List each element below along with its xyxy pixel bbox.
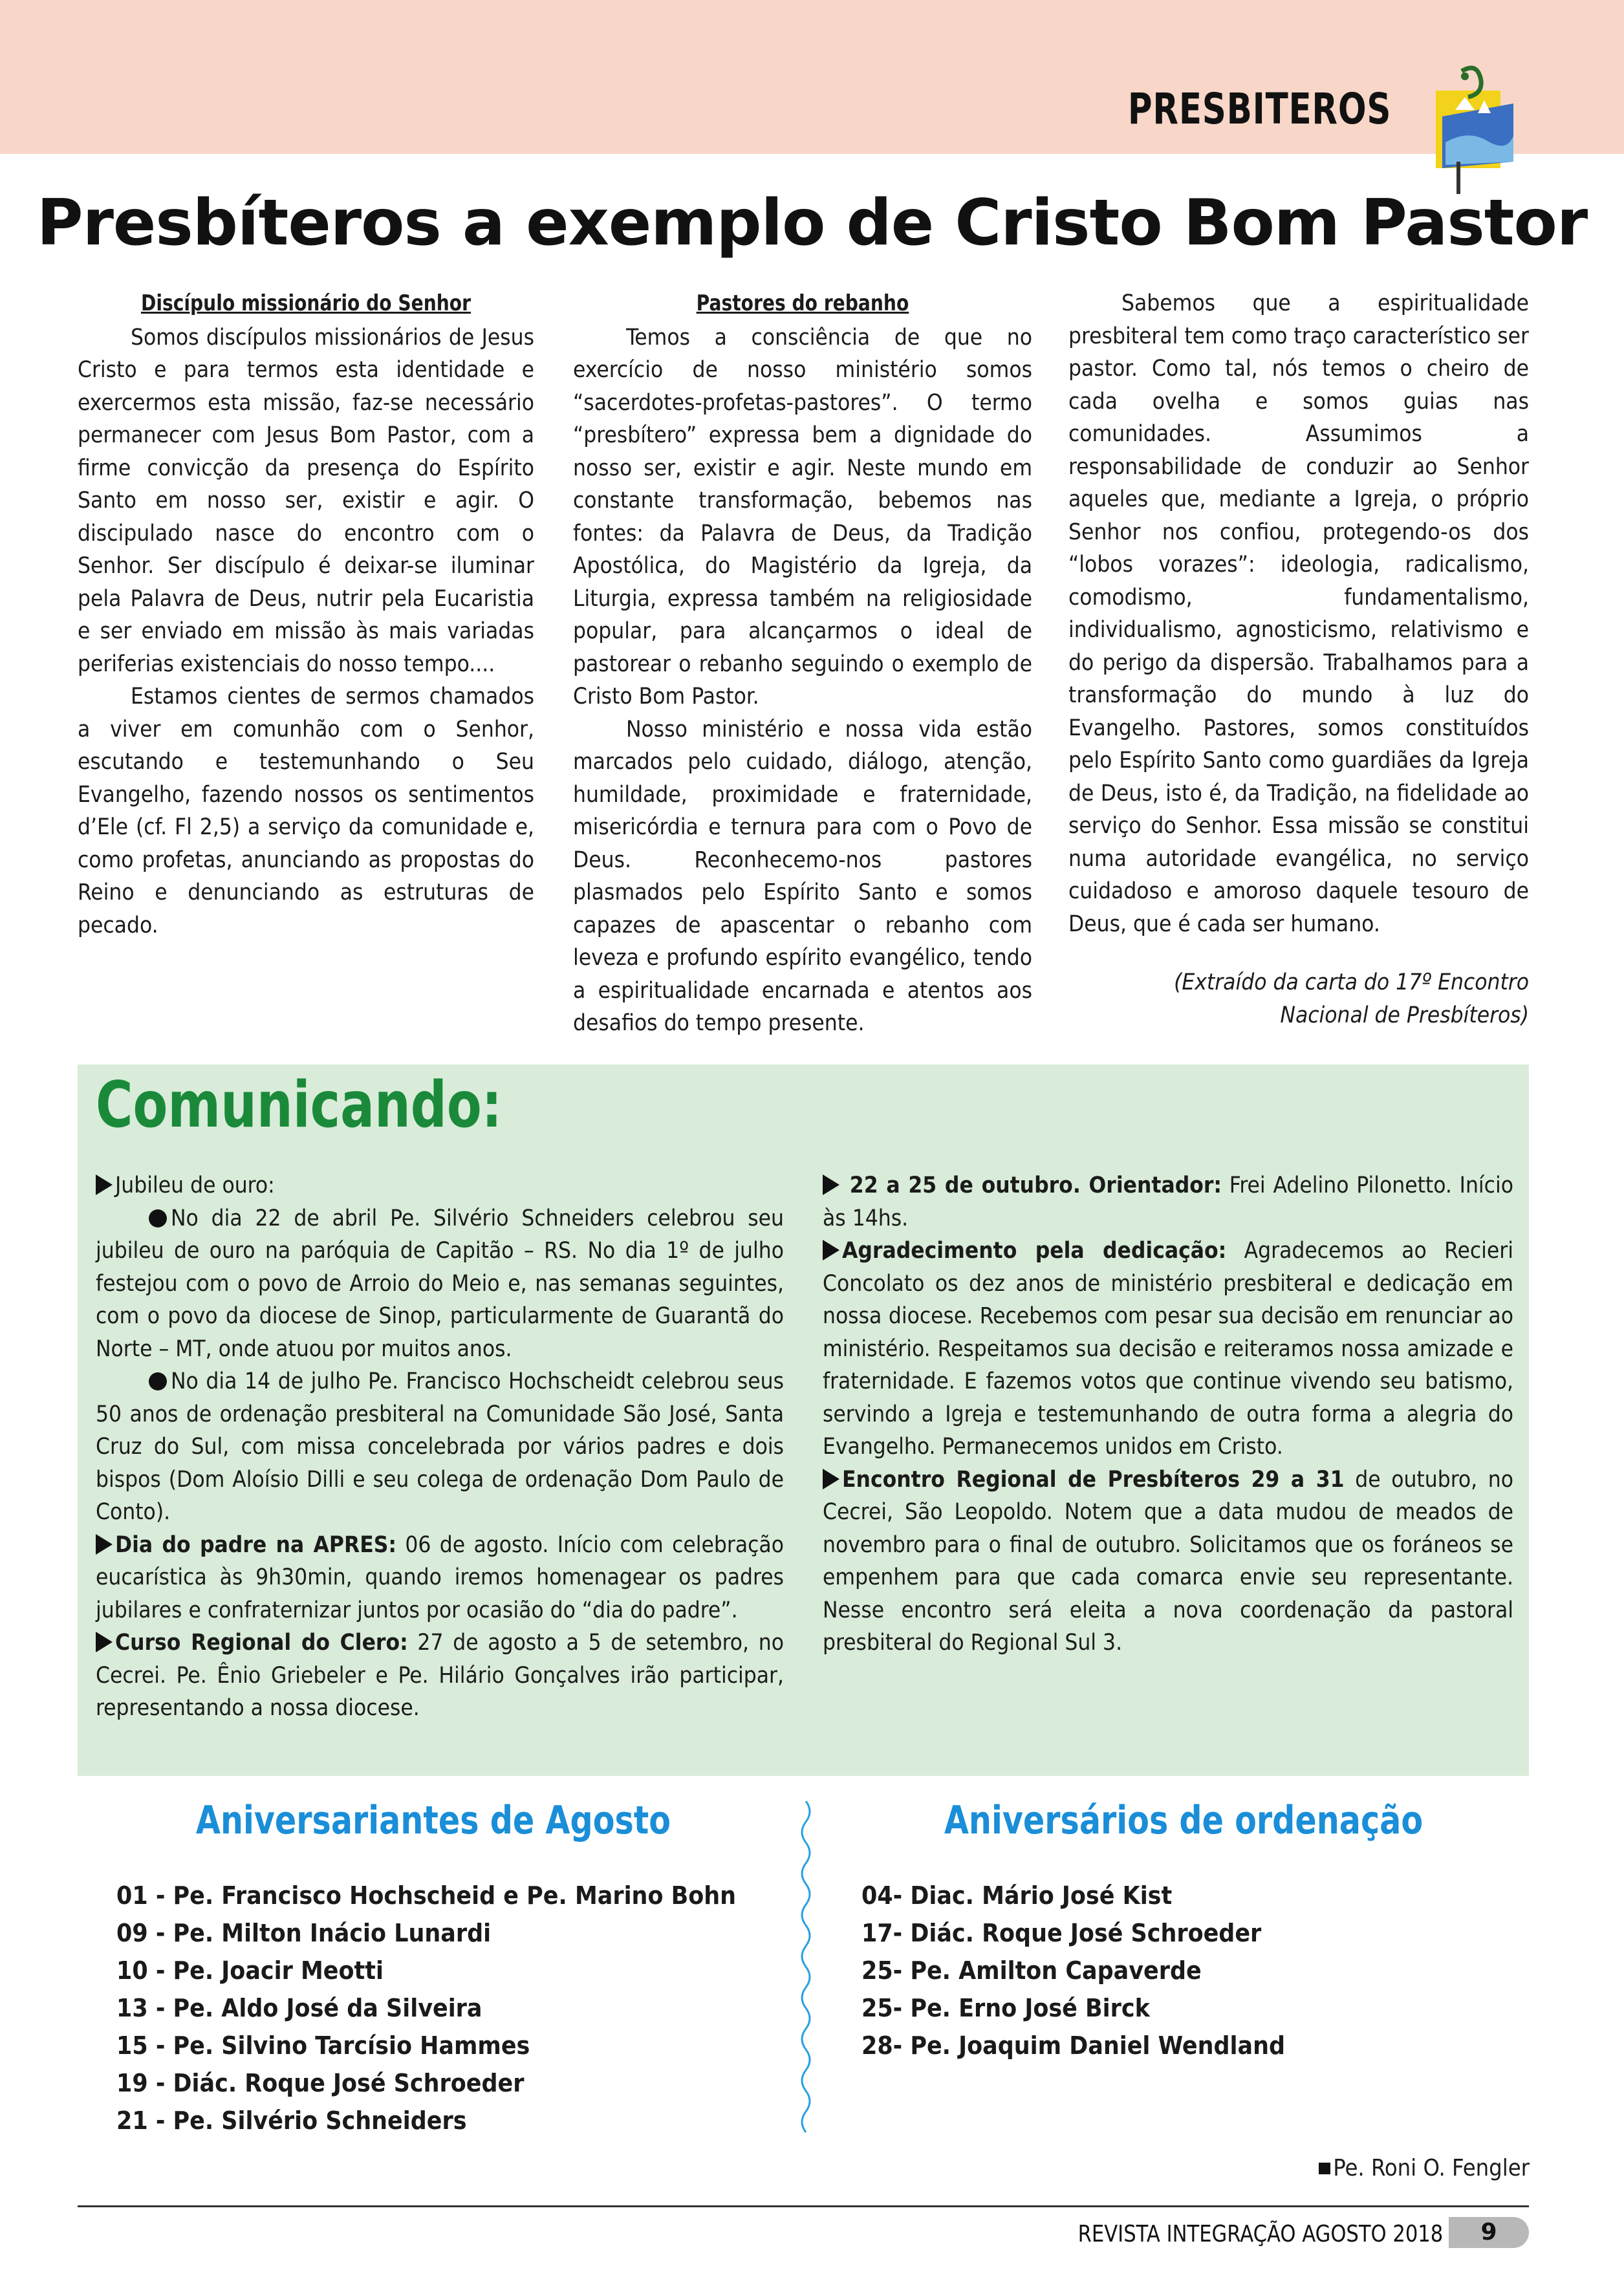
dia-padre-item [96, 1529, 784, 1627]
curso-label: Curso Regional do Clero: [115, 1630, 408, 1656]
credit-line: (Extraído da carta do 17º Encontro [1174, 969, 1529, 995]
article-column-2 [573, 287, 1032, 1040]
list-item: 13 - Pe. Aldo José da Silveira [116, 1994, 482, 2022]
list-item: 21 - Pe. Silvério Schneiders [116, 2106, 467, 2135]
list-item: 10 - Pe. Joacir Meotti [116, 1956, 384, 1985]
jubileu-label: Jubileu de ouro: [115, 1173, 275, 1198]
credit-line: Nacional de Presbíteros) [1280, 1002, 1529, 1028]
wavy-divider-icon [793, 1801, 819, 2137]
subtitle-pastores: Pastores do rebanho [696, 290, 909, 316]
list-item: 25- Pe. Amilton Capaverde [861, 1956, 1202, 1985]
list-item: 09 - Pe. Milton Inácio Lunardi [116, 1919, 492, 1947]
list-item: 04- Diac. Mário José Kist [861, 1881, 1173, 1910]
jubileu-text: No dia 22 de abril Pe. Silvério Schneiders celebrou seu jubileu de ouro na paróquia de Capitão – RS. No dia 1º de julho festejou com o povo de Arroio do Meio e, nas semanas seguintes, com o povo da diocese de Sinop, particularmente de Guarantã do Norte – MT, onde atuou por muitos anos. [96, 1205, 784, 1362]
subtitle-discipulo: Discípulo missionário do Senhor [140, 290, 471, 316]
comunicando-column-2 [823, 1169, 1513, 1660]
triangle-bullet-icon [823, 1240, 839, 1260]
triangle-bullet-icon [96, 1174, 113, 1195]
article-title: Presbíteros a exemplo de Cristo Bom Pastor [36, 186, 1588, 260]
comunicando-title: Comunicando: [96, 1068, 503, 1142]
agradecimento-label: Agradecimento pela dedicação: [842, 1238, 1227, 1264]
comunicando-column-1 [96, 1169, 784, 1725]
ordenacao-list [861, 1877, 1322, 2064]
footer-publication: REVISTA INTEGRAÇÃO AGOSTO 2018 [1077, 2221, 1443, 2247]
list-item: 25- Pe. Erno José Birck [861, 1994, 1150, 2022]
triangle-bullet-icon [96, 1534, 113, 1555]
triangle-bullet-icon [823, 1469, 839, 1489]
retiro-item [823, 1169, 1513, 1235]
footer-rule [78, 2205, 1529, 2207]
list-item: 15 - Pe. Silvino Tarcísio Hammes [116, 2031, 530, 2060]
jubileu-item [96, 1202, 784, 1366]
jubileu-item [96, 1365, 784, 1529]
list-item: 01 - Pe. Francisco Hochscheid e Pe. Marino Bohn [116, 1881, 737, 1910]
jubileu-heading [96, 1169, 784, 1202]
paragraph: Somos discípulos missionários de Jesus Cristo e para termos esta identidade e exercermos esta missão, faz-se necessário permanecer com Jesus Bom Pastor, com a firme convicção da presença do Espírito Santo em nosso ser, existir e agir. O discipulado nasce do encontro com o Senhor. Ser discípulo é deixar-se iluminar pela Palavra de Deus, nutrir pela Eucaristia e ser enviado em missão às mais variadas periferias existenciais do nosso tempo.... [78, 324, 534, 677]
encontro-item [823, 1464, 1513, 1660]
square-bullet-icon [1319, 2163, 1330, 2174]
encontro-text: de outubro, no Cecrei, São Leopoldo. Notem que a data mudou de meados de novembro para o final de outubro. Solicitamos que os foráneos se empenhem para que cada comarca envie seu representante. Nesse encontro será eleita a nova coordenação da pastoral presbiteral do Regional Sul 3. [823, 1466, 1513, 1656]
ordenacao-title: Aniversários de ordenação [944, 1798, 1424, 1843]
paragraph: Temos a consciência de que no exercício de nosso ministério somos “sacerdotes-profetas-pastores”. O termo “presbítero” expressa bem a dignidade do nosso ser, existir e agir. Neste mundo em constante transformação, bebemos nas fontes: da Palavra de Deus, da Tradição Apostólica, do Magistério da Igreja, da Liturgia, expressa também na religiosidade popular, para alcançarmos o ideal de pastorear o rebanho seguindo o exemplo de Cristo Bom Pastor. [573, 324, 1032, 709]
aniversariantes-list [116, 1877, 790, 2139]
retiro-text: Frei Adelino Pilonetto. Início às 14hs. [823, 1173, 1513, 1231]
encontro-label: Encontro Regional de Presbíteros 29 a 31 [842, 1466, 1345, 1493]
source-credit [1068, 966, 1529, 1032]
jubileu-text: No dia 14 de julho Pe. Francisco Hochscheidt celebrou seus 50 anos de ordenação presbiteral na Comunidade São José, Santa Cruz do Sul, com missa concelebrada por vários padres e dois bispos (Dom Aloísio Dilli e seu colega de ordenação Dom Paulo de Conto). [96, 1368, 784, 1525]
list-item: 19 - Diác. Roque José Schroeder [116, 2069, 525, 2097]
dia-padre-label: Dia do padre na APRES: [115, 1531, 396, 1558]
list-item: 28- Pe. Joaquim Daniel Wendland [861, 2031, 1286, 2060]
agradecimento-text: Agradecemos ao Recieri Concolato os dez anos de ministério presbiteral e dedicação em nossa diocese. Recebemos com pesar sua decisão em renunciar ao ministério. Respeitamos sua decisão e reiteramos nossa amizade e fraternidade. E fazemos votos que continue vivendo seu batismo, servindo a Igreja e testemunhando de outra forma a alegria do Evangelho. Permanecemos unidos em Cristo. [823, 1238, 1513, 1460]
curso-text: 27 de agosto a 5 de setembro, no Cecrei. Pe. Ênio Griebeler e Pe. Hilário Gonçalves irão participar, representando a nossa diocese. [96, 1630, 784, 1721]
article-column-1 [78, 287, 534, 942]
signature [1319, 2155, 1530, 2181]
paragraph: Nosso ministério e nossa vida estão marcados pelo cuidado, diálogo, atenção, humildade, proximidade e fraternidade, misericórdia e ternura para com o Povo de Deus. Reconhecemo-nos pastores plasmados pelo Espírito Santo e somos capazes de apascentar o rebanho com leveza e profundo espírito evangélico, tendo a espiritualidade encarnada e atentos aos desafios do tempo presente. [573, 716, 1032, 1036]
signature-text: Pe. Roni O. Fengler [1333, 2155, 1530, 2181]
paragraph: Sabemos que a espiritualidade presbiteral tem como traço característico ser pastor. Como tal, nós temos o cheiro de cada ovelha e somos guias nas comunidades. Assumimos a responsabilidade de conduzir ao Senhor aqueles que, mediante a Igreja, o próprio Senhor nos confiou, protegendo-os dos “lobos vorazes”: ideologia, radicalismo, comodismo, fundamentalismo, individualismo, agnosticismo, relativismo e do perigo da dispersão. Trabalhamos para a transformação do mundo à luz do Evangelho. Pastores, somos constituídos pelo Espírito Santo como guardiães da Igreja de Deus, isto é, da Tradição, na fidelidade ao serviço do Senhor. Essa missão se constitui numa autoridade evangélica, no serviço cuidadoso e amoroso daquele tesouro de Deus, que é cada ser humano. [1068, 290, 1529, 937]
curso-item [96, 1627, 784, 1725]
paragraph: Estamos cientes de sermos chamados a viver em comunhão com o Senhor, escutando e testemunhando o Seu Evangelho, fazendo nossos os sentimentos d’Ele (cf. Fl 2,5) a serviço da comunidade e, como profetas, anunciando as propostas do Reino e denunciando as estruturas de pecado. [78, 684, 534, 938]
agradecimento-item [823, 1235, 1513, 1464]
triangle-bullet-icon [96, 1632, 113, 1652]
page-number: 9 [1449, 2217, 1529, 2248]
dot-bullet-icon [149, 1209, 167, 1227]
article-column-3 [1068, 287, 1529, 1032]
retiro-label: 22 a 25 de outubro. Orientador: [849, 1173, 1222, 1198]
presbiteros-logo-icon [1416, 65, 1520, 194]
section-label: PRESBITEROS [1127, 84, 1391, 134]
list-item: 17- Diác. Roque José Schroeder [861, 1919, 1262, 1947]
aniversariantes-title: Aniversariantes de Agosto [195, 1798, 671, 1843]
dia-padre-text: 06 de agosto. Início com celebração eucarística às 9h30min, quando iremos homenagear os padres jubilares e confraternizar juntos por ocasião do “dia do padre”. [96, 1531, 784, 1623]
triangle-bullet-icon [823, 1174, 839, 1195]
dot-bullet-icon [149, 1372, 167, 1390]
